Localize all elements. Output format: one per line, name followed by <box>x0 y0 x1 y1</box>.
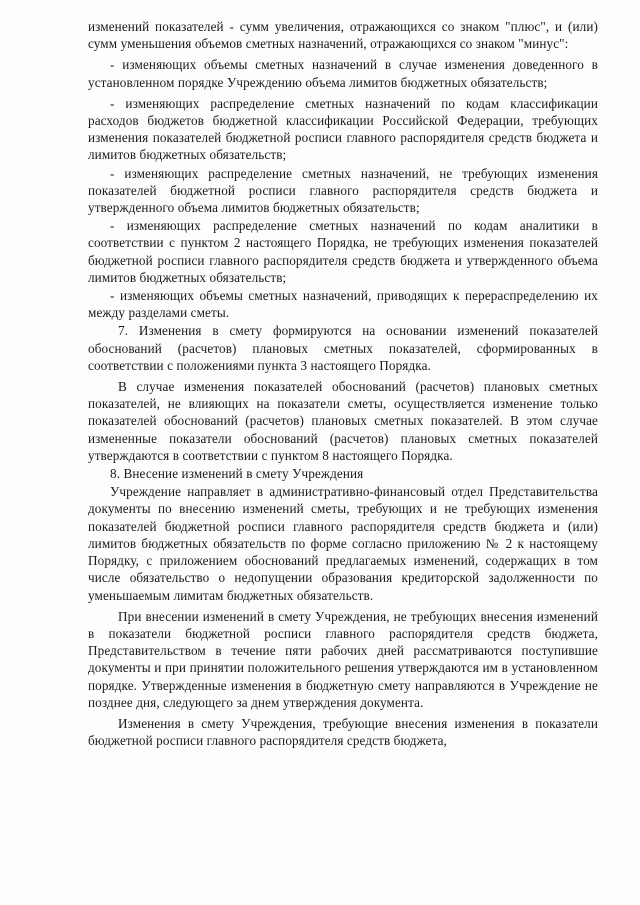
list-item-volume-change: - изменяющих объемы сметных назначений в случае изменения доведенного в установленном порядке Учреждению объема лимитов бюджетных обязательств; <box>88 57 598 90</box>
list-item-analytics-distribution: - изменяющих распределение сметных назначений по кодам аналитики в соответствии с пунктом 2 настоящего Порядка, не требующих изменения показателей бюджетной росписи главного распорядителя средств бюджета и утвержденного объема лимитов бюджетных обязательств; <box>88 218 598 285</box>
paragraph-institution-submits: Учреждение направляет в административно-финансовый отдел Представительства документы по внесению изменений сметы, требующих и не требующих изменения показателей бюджетной росписи главного распорядителя средств бюджета и (или) лимитов бюджетных обязательств по форме согласно приложению № 2 к настоящему Порядку, с приложением обоснований предлагаемых изменений, содержащих в том числе обязательство о недопущении образования кредиторской задолженности по уменьшаемым лимитам бюджетных обязательств. <box>88 484 598 603</box>
list-item-no-change-distribution: - изменяющих распределение сметных назначений, не требующих изменения показателей бюджетной росписи главного распорядителя средств бюджета и утвержденного объема лимитов бюджетных обязательств; <box>88 165 598 216</box>
paragraph-change-required: Изменения в смету Учреждения, требующие внесения изменения в показатели бюджетной росписи главного распорядителя средств бюджета, <box>88 715 598 749</box>
paragraph-intro: изменений показателей - сумм увеличения, отражающихся со знаком "плюс", и (или) сумм уменьшения объемов сметных назначений, отражающихся со знаком "минус": <box>88 19 598 52</box>
paragraph-item-7: 7. Изменения в смету формируются на основании изменений показателей обоснований (расчетов) плановых сметных показателей, сформированных в соответствии с положениями пункта 3 настоящего Порядка. <box>88 323 598 373</box>
section-heading-item-8: 8. Внесение изменений в смету Учреждения <box>110 466 364 482</box>
paragraph-no-change-approval: При внесении изменений в смету Учреждения, не требующих внесения изменений в показатели бюджетной росписи главного распорядителя средств бюджета, Представительством в течение пяти рабочих дней рассматриваются поступившие документы и при принятии положительного решения утверждаются им в установленном порядке. Утвержденные изменения в бюджетную смету направляются в Учреждение не позднее дня, следующего за днем утверждения документа. <box>88 608 598 710</box>
list-item-code-distribution: - изменяющих распределение сметных назначений по кодам классификации расходов бюджетов бюджетной классификации Российской Федерации, требующих изменения показателей бюджетной росписи главного распорядителя средств бюджета и лимитов бюджетных обязательств; <box>88 95 598 163</box>
list-item-redistribution: - изменяющих объемы сметных назначений, приводящих к перераспределению их между разделами сметы. <box>88 288 598 321</box>
document-body <box>88 18 598 750</box>
paragraph-calculation-change: В случае изменения показателей обоснований (расчетов) плановых сметных показателей, не влияющих на показатели сметы, осуществляется изменение только показателей обоснований (расчетов) плановых сметных показателей. В этом случае измененные показатели обоснований (расчетов) плановых сметных показателей утверждаются в соответствии с пунктом 8 настоящего Порядка. <box>88 379 598 463</box>
